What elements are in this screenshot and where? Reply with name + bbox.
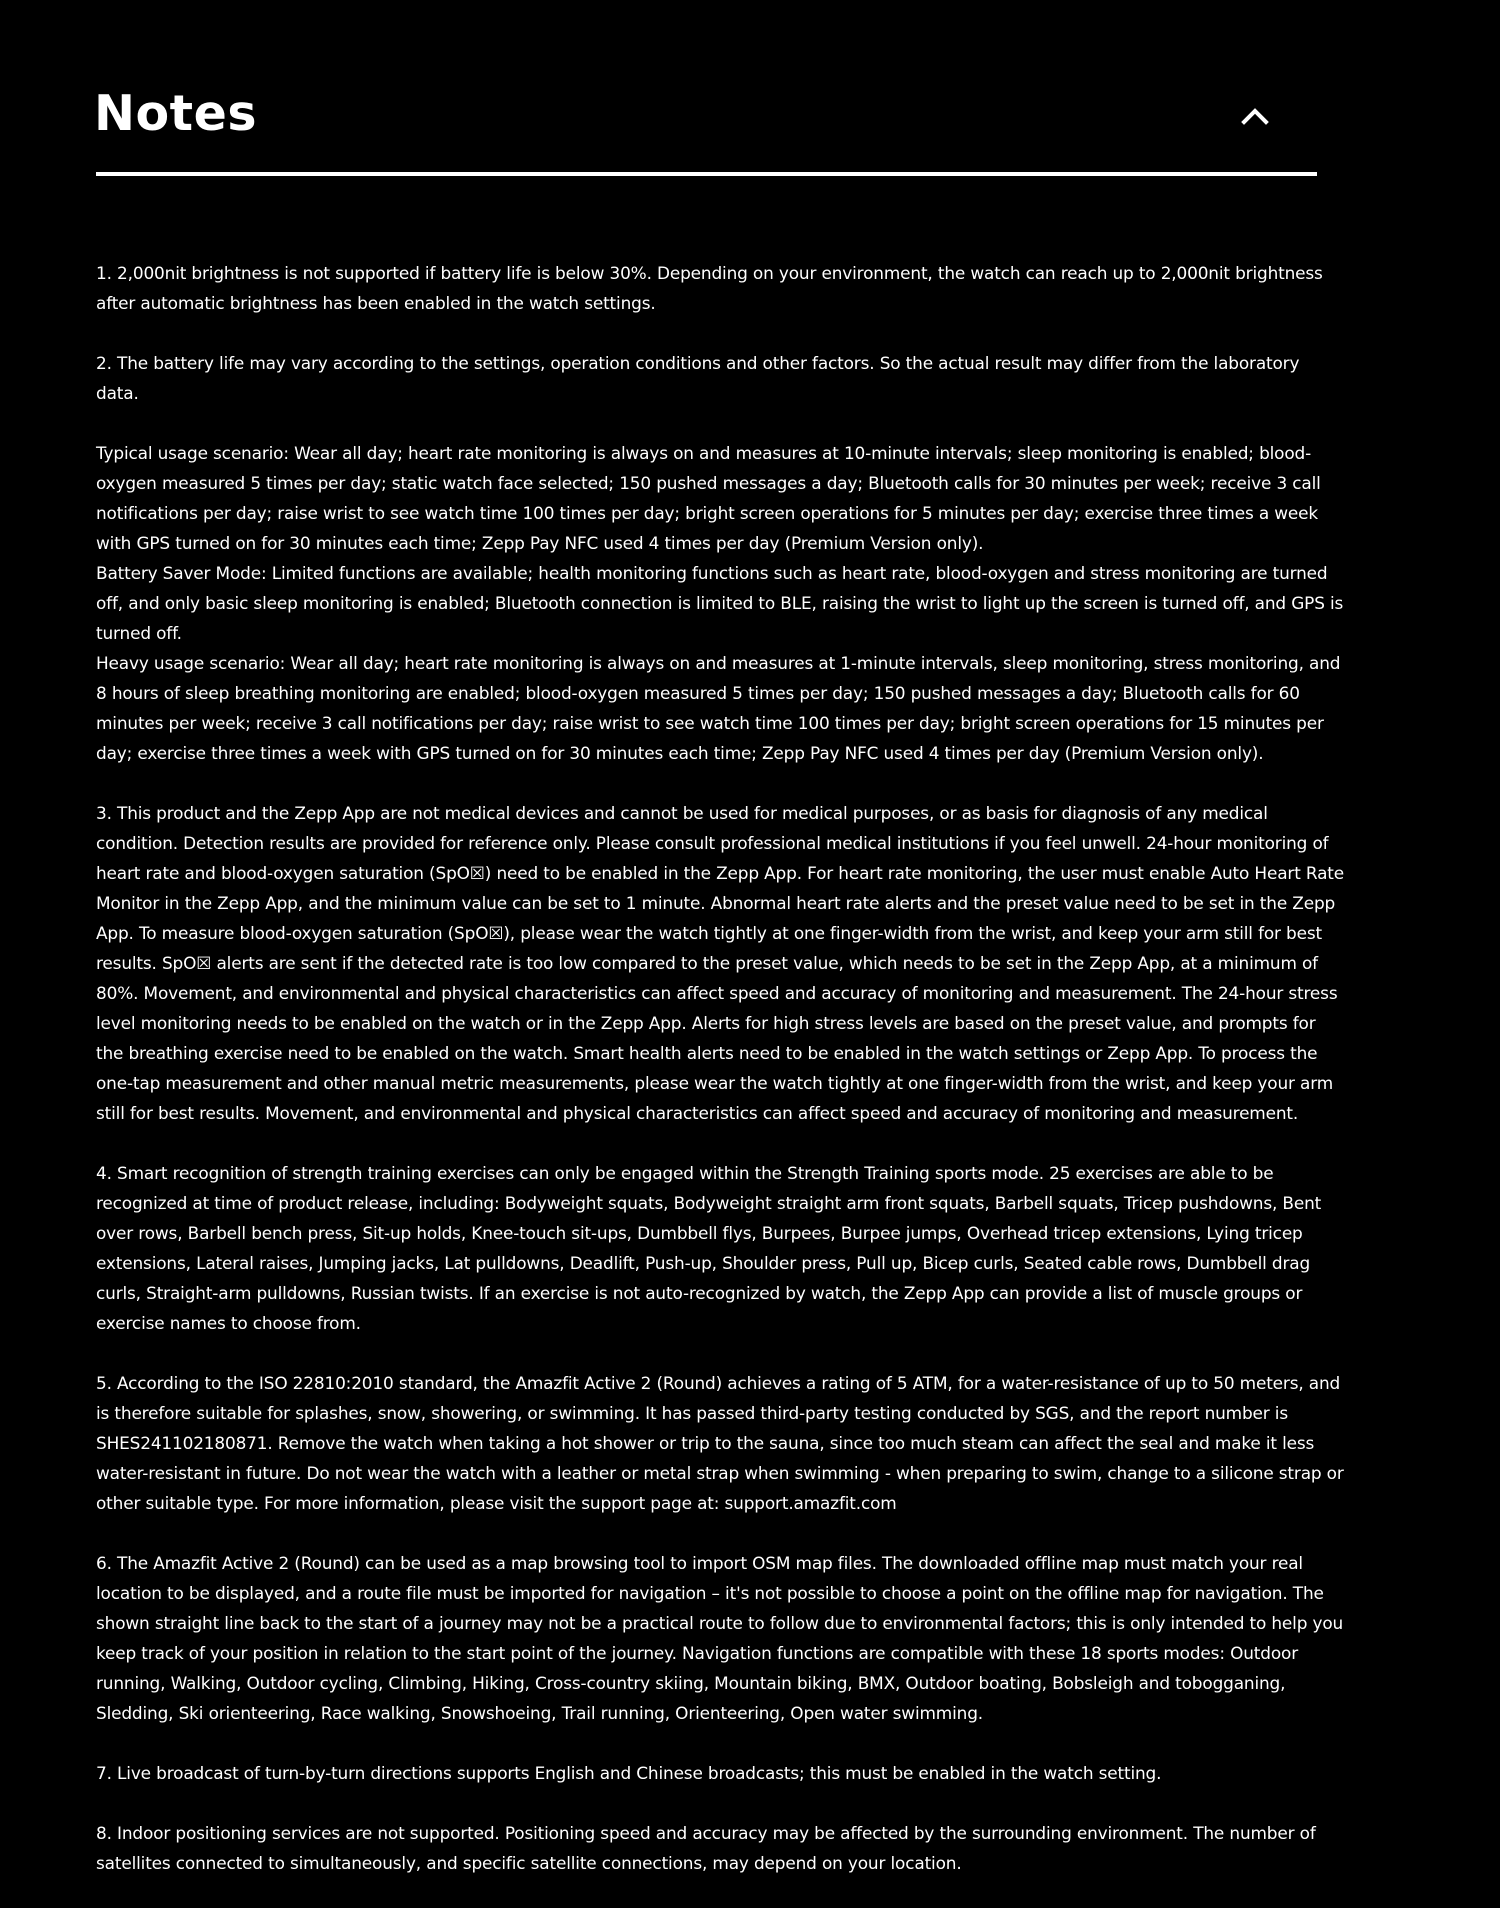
collapse-button[interactable] (1235, 96, 1275, 136)
notes-content (96, 258, 1346, 1908)
heavy-usage-scenario: Heavy usage scenario: Wear all day; heart rate monitoring is always on and measures at 1-minute intervals, sleep monitoring, stress monitoring, and 8 hours of sleep breathing monitoring are enabled; blood-oxygen measured 5 times per day; 150 pushed messages a day; Bluetooth calls for 60 minutes per week; receive 3 call notifications per day; raise wrist to see watch time 100 times per day; bright screen operations for 15 minutes per day; exercise three times a week with GPS turned on for 30 minutes each time; Zepp Pay NFC used 4 times per day (Premium Version only). (96, 653, 1341, 763)
battery-saver-mode: Battery Saver Mode: Limited functions are available; health monitoring functions such as heart rate, blood-oxygen and stress monitoring are turned off, and only basic sleep monitoring is enabled; Bluetooth connection is limited to BLE, raising the wrist to light up the screen is turned off, and GPS is turned off. (96, 563, 1344, 643)
header-divider (96, 172, 1317, 176)
notes-header (96, 84, 1317, 176)
note-1: 1. 2,000nit brightness is not supported if battery life is below 30%. Depending on your environment, the watch can reach up to 2,000nit brightness after automatic brightness has been enabled in the watch settings. (96, 263, 1323, 313)
battery-scenarios (96, 438, 1346, 768)
note-6: 6. The Amazfit Active 2 (Round) can be used as a map browsing tool to import OSM map files. The downloaded offline map must match your real location to be displayed, and a route file must be imported for navigation – it's not possible to choose a point on the offline map for navigation. The shown straight line back to the start of a journey may not be a practical route to follow due to environmental factors; this is only intended to help you keep track of your position in relation to the start point of the journey. Navigation functions are compatible with these 18 sports modes: Outdoor running, Walking, Outdoor cycling, Climbing, Hiking, Cross-country skiing, Mountain biking, BMX, Outdoor boating, Bobsleigh and tobogganing, Sledding, Ski orienteering, Race walking, Snowshoeing, Trail running, Orienteering, Open water swimming. (96, 1553, 1344, 1723)
note-8: 8. Indoor positioning services are not supported. Positioning speed and accuracy may be affected by the surrounding environment. The number of satellites connected to simultaneously, and specific satellite connections, may depend on your location. (96, 1823, 1316, 1873)
page-title: Notes (94, 85, 257, 142)
note-3: 3. This product and the Zepp App are not medical devices and cannot be used for medical purposes, or as basis for diagnosis of any medical condition. Detection results are provided for reference only. Please consult professional medical institutions if you feel unwell. 24-hour monitoring of heart rate and blood-oxygen saturation (SpO☒) need to be enabled in the Zepp App. For heart rate monitoring, the user must enable Auto Heart Rate Monitor in the Zepp App, and the minimum value can be set to 1 minute. Abnormal heart rate alerts and the preset value need to be set in the Zepp App. To measure blood-oxygen saturation (SpO☒), please wear the watch tightly at one finger-width from the wrist, and keep your arm still for best results. SpO☒ alerts are sent if the detected rate is too low compared to the preset value, which needs to be set in the Zepp App, at a minimum of 80%. Movement, and environmental and physical characteristics can affect speed and accuracy of monitoring and measurement. The 24-hour stress level monitoring needs to be enabled on the watch or in the Zepp App. Alerts for high stress levels are based on the preset value, and prompts for the breathing exercise need to be enabled on the watch. Smart health alerts need to be enabled in the watch settings or Zepp App. To process the one-tap measurement and other manual metric measurements, please wear the watch tightly at one finger-width from the wrist, and keep your arm still for best results. Movement, and environmental and physical characteristics can affect speed and accuracy of monitoring and measurement. (96, 803, 1345, 1123)
note-4: 4. Smart recognition of strength training exercises can only be engaged within the Strength Training sports mode. 25 exercises are able to be recognized at time of product release, including: Bodyweight squats, Bodyweight straight arm front squats, Barbell squats, Tricep pushdowns, Bent over rows, Barbell bench press, Sit-up holds, Knee-touch sit-ups, Dumbbell flys, Burpees, Burpee jumps, Overhead tricep extensions, Lying tricep extensions, Lateral raises, Jumping jacks, Lat pulldowns, Deadlift, Push-up, Shoulder press, Pull up, Bicep curls, Seated cable rows, Dumbbell drag curls, Straight-arm pulldowns, Russian twists. If an exercise is not auto-recognized by watch, the Zepp App can provide a list of muscle groups or exercise names to choose from. (96, 1163, 1322, 1333)
chevron-up-icon (1235, 96, 1275, 136)
note-7: 7. Live broadcast of turn-by-turn directions supports English and Chinese broadcasts; this must be enabled in the watch setting. (96, 1763, 1162, 1783)
note-2: 2. The battery life may vary according to the settings, operation conditions and other factors. So the actual result may differ from the laboratory data. (96, 353, 1300, 403)
note-5: 5. According to the ISO 22810:2010 standard, the Amazfit Active 2 (Round) achieves a rating of 5 ATM, for a water-resistance of up to 50 meters, and is therefore suitable for splashes, snow, showering, or swimming. It has passed third-party testing conducted by SGS, and the report number is SHES241102180871. Remove the watch when taking a hot shower or trip to the sauna, since too much steam can affect the seal and make it less water-resistant in future. Do not wear the watch with a leather or metal strap when swimming - when preparing to swim, change to a silicone strap or other suitable type. For more information, please visit the support page at: support.amazfit.com (96, 1373, 1344, 1513)
typical-usage-scenario: Typical usage scenario: Wear all day; heart rate monitoring is always on and measures at 10-minute intervals; sleep monitoring is enabled; blood-oxygen measured 5 times per day; static watch face selected; 150 pushed messages a day; Bluetooth calls for 30 minutes per week; receive 3 call notifications per day; raise wrist to see watch time 100 times per day; bright screen operations for 5 minutes per day; exercise three times a week with GPS turned on for 30 minutes each time; Zepp Pay NFC used 4 times per day (Premium Version only). (96, 443, 1321, 553)
